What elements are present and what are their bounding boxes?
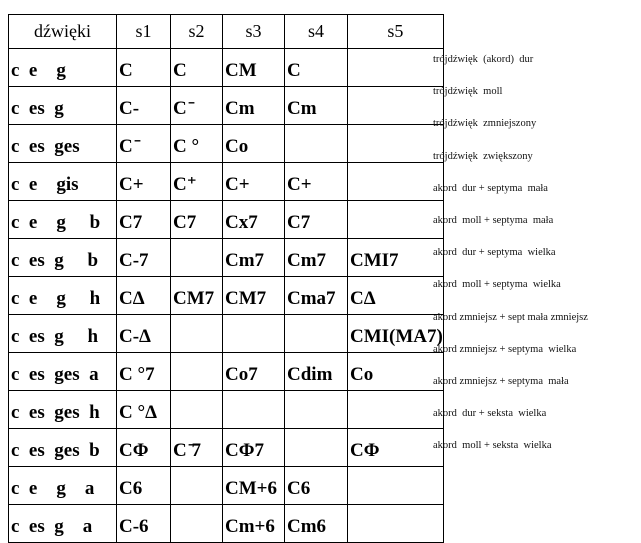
chord-symbol-cell-s4: C [285,49,348,87]
chord-symbol-cell-s2 [171,467,223,505]
chord-symbol-cell-s1: C-7 [117,239,171,277]
chord-symbol-cell-s3: CM+6 [223,467,285,505]
chord-symbol-cell-s1: C+ [117,163,171,201]
chord-description: akord zmniejsz + sept mała zmniejsz [433,311,588,323]
chord-symbol-cell-s5: CMI(MA7) [348,315,444,353]
chord-symbol-cell-s5: CΔ [348,277,444,315]
notes-cell: c es g h [9,315,117,353]
chord-symbol-cell-s1: C ̄ [117,125,171,163]
chord-symbol-cell-s5 [348,391,444,429]
header-s2: s2 [171,15,223,49]
chord-symbol-cell-s1: CΦ [117,429,171,467]
header-row [9,15,444,49]
chord-symbol-cell-s3: CM [223,49,285,87]
chord-symbol-cell-s4 [285,315,348,353]
chord-symbol-cell-s3 [223,391,285,429]
chord-symbol-cell-s4: C7 [285,201,348,239]
table-row [9,201,444,239]
notes-cell: c es g a [9,505,117,543]
table-row [9,315,444,353]
chord-symbol-cell-s1: C [117,49,171,87]
notes-cell: c e g [9,49,117,87]
chord-symbol-cell-s5 [348,505,444,543]
header-s3: s3 [223,15,285,49]
notes-cell: c e g h [9,277,117,315]
chord-description: trójdźwięk zwiększony [433,150,533,162]
chord-symbol-cell-s2 [171,391,223,429]
chord-symbol-cell-s3: C+ [223,163,285,201]
chord-symbol-cell-s4: Cm7 [285,239,348,277]
chord-symbol-cell-s1: C-Δ [117,315,171,353]
chord-symbol-cell-s4: C6 [285,467,348,505]
chord-symbol-cell-s3: Cx7 [223,201,285,239]
chord-description: trójdźwięk (akord) dur [433,54,534,65]
chord-symbol-cell-s4: Cm6 [285,505,348,543]
chord-symbol-cell-s3: CM7 [223,277,285,315]
chord-description: akord moll + septyma wielka [433,279,561,291]
chord-symbol-cell-s3: Cm [223,87,285,125]
table-row [9,87,444,125]
chord-symbol-cell-s3 [223,315,285,353]
table-row [9,277,444,315]
notes-cell: c es ges h [9,391,117,429]
notes-cell: c es ges a [9,353,117,391]
notes-cell: c es g b [9,239,117,277]
chord-description: trójdźwięk zmniejszony [433,118,537,130]
chord-symbol-cell-s1: C7 [117,201,171,239]
chord-symbol-cell-s2: C ° [171,125,223,163]
chord-symbol-cell-s1: CΔ [117,277,171,315]
header-notes: dźwięki [9,15,117,49]
chord-symbol-cell-s4: Cm [285,87,348,125]
chord-symbol-cell-s4: C+ [285,163,348,201]
chord-symbol-cell-s5 [348,163,444,201]
chord-symbol-cell-s2: C ̄ [171,87,223,125]
table-row [9,429,444,467]
chord-symbol-cell-s1: C-6 [117,505,171,543]
table-row [9,125,444,163]
chord-description: akord zmniejsz + septyma wielka [433,343,577,355]
chord-description: trójdźwięk moll [433,86,503,98]
chord-symbol-cell-s1: C °7 [117,353,171,391]
chord-symbol-cell-s2 [171,353,223,391]
table-row [9,163,444,201]
table-row [9,239,444,277]
chord-symbol-cell-s3: Co7 [223,353,285,391]
chord-symbol-cell-s5 [348,125,444,163]
chord-description: akord moll + septyma mała [433,215,554,226]
chord-description: akord zmniejsz + septyma mała [433,376,569,387]
notes-cell: c e gis [9,163,117,201]
chord-symbol-cell-s1: C- [117,87,171,125]
chord-symbol-cell-s4 [285,391,348,429]
chord-description: akord moll + seksta wielka [433,440,552,452]
chord-symbols-table [8,14,444,543]
chord-symbol-cell-s3: Cm+6 [223,505,285,543]
chord-symbol-cell-s1: C6 [117,467,171,505]
chord-symbol-cell-s2: C ̄7 [171,429,223,467]
chord-symbol-cell-s2 [171,239,223,277]
chord-symbol-cell-s3: Cm7 [223,239,285,277]
chord-symbol-cell-s5 [348,467,444,505]
table-row [9,49,444,87]
chord-symbol-cell-s3: Co [223,125,285,163]
chord-symbol-cell-s4: Cdim [285,353,348,391]
chord-description: akord dur + seksta wielka [433,408,547,420]
chord-description: akord dur + septyma mała [433,182,548,194]
chord-symbol-cell-s5 [348,49,444,87]
chord-symbol-cell-s5: Co [348,353,444,391]
table-row [9,467,444,505]
table-row [9,505,444,543]
header-s4: s4 [285,15,348,49]
notes-cell: c e g a [9,467,117,505]
chord-symbol-cell-s3: CΦ7 [223,429,285,467]
header-s1: s1 [117,15,171,49]
chord-symbol-cell-s4 [285,125,348,163]
chord-symbol-cell-s4 [285,429,348,467]
chord-description: akord dur + septyma wielka [433,247,556,259]
table-row [9,391,444,429]
notes-cell: c es g [9,87,117,125]
chord-symbol-cell-s4: Cma7 [285,277,348,315]
chord-symbol-cell-s5 [348,201,444,239]
chord-symbol-cell-s5 [348,87,444,125]
chord-symbol-cell-s5: CΦ [348,429,444,467]
chord-symbol-cell-s2: C⁺ [171,163,223,201]
header-s5: s5 [348,15,444,49]
notes-cell: c e g b [9,201,117,239]
chord-symbol-cell-s5: CMI7 [348,239,444,277]
chord-symbol-cell-s2 [171,505,223,543]
notes-cell: c es ges [9,125,117,163]
chord-symbol-cell-s2 [171,315,223,353]
notes-cell: c es ges b [9,429,117,467]
table-row [9,353,444,391]
chord-symbol-cell-s2: CM7 [171,277,223,315]
chord-symbol-cell-s2: C [171,49,223,87]
chord-symbol-cell-s2: C7 [171,201,223,239]
chord-symbol-cell-s1: C °Δ [117,391,171,429]
